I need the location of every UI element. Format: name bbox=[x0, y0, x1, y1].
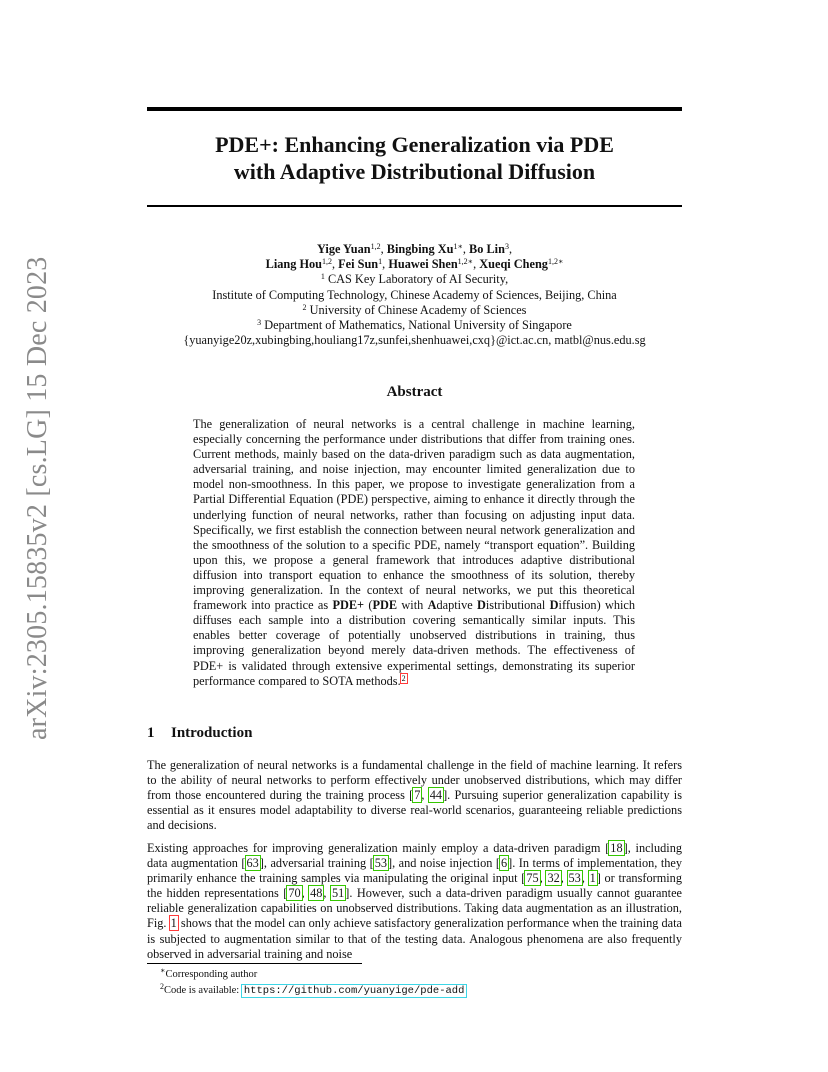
citation-link[interactable]: 70 bbox=[288, 886, 301, 901]
abstract-pdeplus: PDE+ bbox=[332, 598, 365, 613]
title-line-2: with Adaptive Distributional Diffusion bbox=[233, 159, 596, 184]
paper-title bbox=[147, 131, 682, 185]
abstract-text: istributional bbox=[485, 598, 546, 613]
abstract-text: with bbox=[401, 598, 424, 613]
body-text: shows that the model can only achieve satisfactory generalization performance when the training data is subjected to augmentation similar to that of the testing data. Analogous phenomena are also frequently observed in adversarial training and noise bbox=[147, 916, 682, 961]
abstract-text: ) which diffuses each sample into a distribution covering semantically similar inputs. This enables better coverage of potentially unobserved distributions in training, thus improving generalization beyond merely data-driven methods. The effectiveness of PDE+ is validated through extensive experimental settings, demonstrating its superior performance compared to SOTA methods. bbox=[193, 598, 636, 688]
author-name: Bo Lin bbox=[469, 242, 505, 256]
abstract-bold: D bbox=[549, 598, 559, 613]
abstract-heading: Abstract bbox=[386, 384, 443, 400]
author-sup: 3 bbox=[504, 242, 509, 251]
affiliation-1 bbox=[147, 272, 682, 287]
author-sup: 1,2∗ bbox=[547, 257, 564, 267]
abstract-bold: PDE bbox=[372, 598, 398, 613]
affiliation-3 bbox=[147, 318, 682, 333]
aff-sup: 3 bbox=[257, 318, 262, 328]
citation-link[interactable]: 18 bbox=[610, 841, 623, 855]
figure-ref-link[interactable]: 1 bbox=[170, 916, 177, 931]
citation-link[interactable]: 7 bbox=[414, 788, 421, 803]
citation-link[interactable]: 51 bbox=[331, 886, 345, 901]
author-block bbox=[147, 242, 682, 348]
author-name: Yige Yuan bbox=[316, 242, 371, 256]
aff-text: CAS Key Laboratory of AI Security, bbox=[327, 272, 509, 287]
title-bottom-rule bbox=[147, 205, 682, 207]
citation-link[interactable]: 1 bbox=[589, 871, 596, 886]
footnote-2 bbox=[160, 984, 466, 998]
citation-link[interactable]: 53 bbox=[568, 871, 581, 886]
aff-text: University of Chinese Academy of Sciences bbox=[309, 302, 527, 317]
author-name: Fei Sun bbox=[338, 257, 379, 272]
body-text: Existing approaches for improving generalization mainly employ a data-driven paradigm [ bbox=[147, 841, 610, 855]
citation-link[interactable]: 44 bbox=[429, 788, 443, 803]
body-text: ], including data augmentation [ bbox=[147, 841, 682, 871]
citation-link[interactable]: 32 bbox=[547, 871, 560, 886]
aff-sup: 2 bbox=[302, 302, 307, 312]
citation-link[interactable]: 63 bbox=[246, 856, 259, 871]
body-text: ]. In terms of implementation, they primarily enhance the training samples via manipulating the original input [ bbox=[147, 856, 682, 886]
footnote-mark: ∗ bbox=[160, 966, 166, 975]
body-text: ], and noise injection [ bbox=[388, 856, 500, 871]
code-url-link[interactable]: https://github.com/yuanyige/pde-add bbox=[243, 985, 465, 997]
citation-link[interactable]: 48 bbox=[310, 886, 323, 901]
footnote-rule bbox=[147, 963, 362, 964]
footnote-mark: 2 bbox=[160, 982, 164, 991]
author-name: Liang Hou bbox=[265, 257, 323, 272]
title-line-1: PDE+: Enhancing Generalization via PDE bbox=[215, 132, 614, 157]
author-sup: 1∗ bbox=[453, 242, 463, 251]
section-number: 1 bbox=[147, 725, 155, 741]
intro-paragraph-2: Existing approaches for improving generalization mainly employ a data-driven paradigm [18], including data augmentation [63], adversarial training [53], and noise injection [6]. In terms of implementation, they primarily enhance the training samples via manipulating the original input [75, 32, 53, 1] or transforming the hidden representations [70, 48, 51]. However, such a data-driven paradigm usually cannot guarantee reliable generalization capabilities on unobserved distributions. Taking data augmentation as an illustration, Fig. 1 shows that the model can only achieve satisfactory generalization performance when the training data is subjected to augmentation similar to that of the testing data. Analogous phenomena are also frequently observed in adversarial training and noise bbox=[147, 841, 682, 961]
aff-sup: 1 bbox=[320, 272, 325, 282]
cite-sep: , bbox=[421, 788, 429, 803]
affiliation-1b: Institute of Computing Technology, Chinese Academy of Sciences, Beijing, China bbox=[212, 287, 617, 302]
footnote-1 bbox=[160, 968, 257, 981]
author-name: Bingbing Xu bbox=[386, 242, 454, 256]
title-top-rule bbox=[147, 107, 682, 111]
affiliation-2 bbox=[147, 303, 682, 318]
author-sup: 1 bbox=[378, 257, 383, 267]
author-sup: 1,2 bbox=[322, 257, 333, 267]
author-sup: 1,2∗ bbox=[457, 257, 474, 267]
author-emails: {yuanyige20z,xubingbing,houliang17z,sunfei,shenhuawei,cxq}@ict.ac.cn, matbl@nus.edu.sg bbox=[183, 333, 646, 348]
abstract-body bbox=[193, 417, 635, 689]
body-text: ], adversarial training [ bbox=[259, 856, 374, 871]
abstract-text: The generalization of neural networks is a central challenge in machine learning, especially concerning the performance under distributions that differ from training ones. Current methods, mainly based on the data-driven paradigm such as data augmentation, adversarial training, and noise injection, may encounter limited generalization due to model non-smoothness. In this paper, we propose to investigate generalization from a Partial Differential Equation (PDE) perspective, aiming to enhance it directly through the underlying function of neural networks, rather than focusing on adjusting input data. Specifically, we first establish the connection between neural network generalization and the smoothness of the solution to a specific PDE, namely “transport equation”. Building upon this, we propose a general framework that introduces adaptive distributional diffusion into transport equation to enhance the smoothness of its solution, thereby improving generalization. In the context of neural networks, we put this theoretical framework into practice as bbox=[193, 417, 635, 613]
abstract-bold: D bbox=[477, 598, 486, 613]
footnote-text: Code is available: bbox=[164, 985, 240, 996]
body-text: ]. However, such a data-driven paradigm usually cannot guarantee reliable generalization capabilities on unobserved distributions. Taking data augmentation as an illustration, Fig. bbox=[147, 886, 682, 931]
body-text: ]. Pursuing superior generalization capability is essential as it ensures model adaptability to diverse real-world scenarios, guaranteeing reliable predictions and decisions. bbox=[147, 788, 682, 833]
footnote-text: Corresponding author bbox=[165, 969, 258, 980]
abstract-text: ( bbox=[368, 598, 373, 613]
citation-link[interactable]: 53 bbox=[374, 856, 388, 871]
arxiv-identifier: arXiv:2305.15835v2 [cs.LG] 15 Dec 2023 bbox=[22, 256, 53, 740]
section-heading-introduction bbox=[147, 725, 252, 742]
body-text: ] or transforming the hidden representations [ bbox=[147, 871, 682, 901]
author-name: Huawei Shen bbox=[388, 257, 458, 272]
author-line-2: Liang Hou$^{1,2}$, Fei Sun$^1$, Huawei Shen$^{1,2∗}$, Xueqi Cheng$^{1,2∗}$ bbox=[265, 257, 564, 272]
body-text: The generalization of neural networks is a fundamental challenge in the field of machine learning. It refers to the ability of neural networks to perform effectively under unobserved distributions, which may differ from those encountered during the training process [ bbox=[147, 758, 682, 803]
citation-link[interactable]: 75 bbox=[526, 871, 539, 886]
section-title: Introduction bbox=[171, 725, 253, 741]
author-sup: 1,2 bbox=[370, 242, 381, 251]
author-line-1: Yige Yuan$^{1,2}$, Bingbing $Xu^{1∗}$, Bo Lin$^3$, bbox=[316, 242, 513, 256]
abstract-bold: A bbox=[427, 598, 437, 613]
abstract-text: iffusion bbox=[558, 598, 597, 613]
author-name: Xueqi Cheng bbox=[479, 257, 548, 272]
footnote-ref-link[interactable]: 2 bbox=[401, 673, 406, 683]
abstract-text: daptive bbox=[436, 598, 473, 613]
intro-paragraph-1 bbox=[147, 758, 682, 833]
citation-link[interactable]: 6 bbox=[500, 856, 508, 871]
aff-text: Department of Mathematics, National University of Singapore bbox=[264, 318, 572, 333]
